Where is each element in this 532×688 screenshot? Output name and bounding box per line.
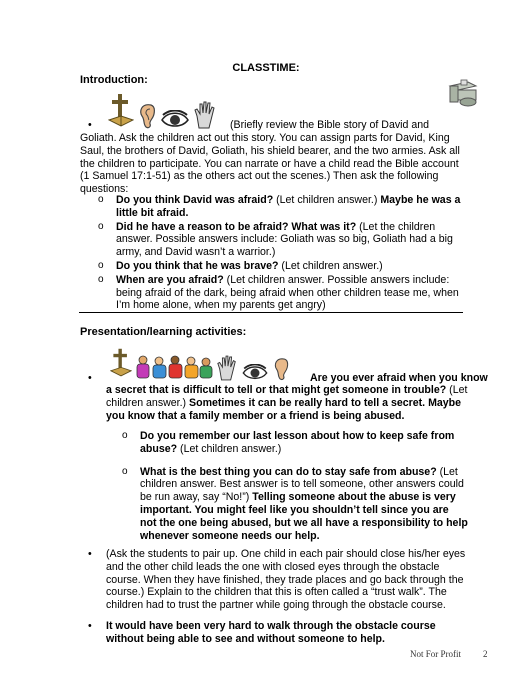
- question-note: (Let children answer.): [278, 259, 383, 272]
- bullet: •: [88, 372, 92, 384]
- page-footer: [410, 648, 488, 661]
- question-text: Do you remember our last lesson about how to keep safe from abuse?: [140, 430, 455, 455]
- conclusion-item: [88, 620, 470, 646]
- question-text: When are you afraid?: [116, 273, 224, 286]
- question-text: Do you think that he was brave?: [116, 259, 279, 272]
- people-icon: [135, 354, 213, 382]
- question-answer: Maybe he was a little bit afraid.: [116, 194, 461, 219]
- cross-bible-icon: [110, 346, 132, 382]
- hand-icon: [193, 100, 217, 130]
- bullet: •: [88, 548, 92, 560]
- page-number: 2: [483, 649, 488, 659]
- question-answer: Telling someone about the abuse is very important. You might feel like you shouldn’t tell since you are not the one being abused, but we all have a responsibility to help whenever someone needs our help.: [140, 491, 468, 542]
- bullet: •: [88, 620, 92, 632]
- list-item: [112, 430, 468, 456]
- eye-icon: [160, 110, 190, 130]
- ear-icon: [137, 102, 157, 130]
- cross-bible-icon: [108, 94, 134, 130]
- presentation-paragraph: [106, 384, 470, 422]
- conclusion-text: It would have been very hard to walk through the obstacle course without being able to see and without someone to help.: [106, 620, 436, 645]
- intro-heading: Introduction:: [80, 74, 148, 86]
- ear-icon: [272, 356, 290, 382]
- question-text: What is the best thing you can do to stay safe from abuse?: [140, 465, 437, 478]
- question-note: (Let children answer. Possible answers include: being afraid of the dark, being afraid when other children tease me, when I’m home alone, when my parents get angry): [116, 273, 459, 312]
- presentation-sub-list: [112, 430, 468, 543]
- page-title: CLASSTIME:: [232, 62, 300, 74]
- intro-icon-group: [108, 94, 217, 130]
- question-note: (Let children answer.): [177, 442, 282, 455]
- list-item: [88, 274, 462, 312]
- intro-question-list: [88, 194, 462, 313]
- list-item: [88, 221, 462, 259]
- list-item: [88, 260, 462, 273]
- bullet: •: [88, 119, 92, 131]
- intro-paragraph: Goliath. Ask the children act out this story. You can assign parts for David, King Saul, the brothers of David, Goliath, his shield bearer, and the two armies. Ask all the children to participate. You can narrate or have a child read the Bible account (1 Samuel 17:1-51) as the others act out the scenes.) Then ask the following questions:: [80, 132, 460, 196]
- footer-text: Not For Profit: [410, 649, 462, 659]
- trust-walk-item: [88, 548, 470, 612]
- question-note: (Let children answer. Best answer is to tell someone, other answers could be run away, say “No!”): [140, 465, 464, 504]
- presentation-statement: Sometimes it can be really hard to tell a secret. Maybe you know that a family member or a friend is being abused.: [106, 396, 462, 422]
- list-item: [88, 194, 462, 220]
- hand-icon: [216, 354, 238, 382]
- question-note: (Let the children answer. Possible answers include: Goliath was so big, Goliath had a big army, and David wasn’t a warrior.): [116, 220, 453, 259]
- section-divider: [79, 312, 463, 313]
- list-item: [112, 466, 468, 543]
- presentation-question: a secret that is difficult to tell or that might get someone in trouble?: [106, 384, 447, 396]
- presentation-bullet-row: [88, 346, 488, 386]
- eye-icon: [241, 364, 269, 382]
- desk-icon: [446, 78, 480, 108]
- intro-para-open: (Briefly review the Bible story of David and: [230, 119, 430, 131]
- presentation-icon-group: [110, 346, 290, 382]
- trust-walk-text: (Ask the students to pair up. One child in each pair should close his/her eyes and the other child leads the one with closed eyes through the obstacle course. When they have finished, they trade places and go back through the course.) Explain to the children that this is often called a “trust walk”. The children had to trust the partner while going through the obstacle course.: [106, 548, 466, 612]
- presentation-note: (Let children answer.): [106, 384, 468, 409]
- question-note: (Let children answer.): [273, 194, 381, 206]
- presentation-heading: Presentation/learning activities:: [80, 326, 247, 338]
- question-text: Did he have a reason to be afraid? What was it?: [116, 220, 357, 233]
- presentation-question-open: Are you ever afraid when you know: [310, 372, 488, 384]
- question-text: Do you think David was afraid?: [116, 194, 274, 206]
